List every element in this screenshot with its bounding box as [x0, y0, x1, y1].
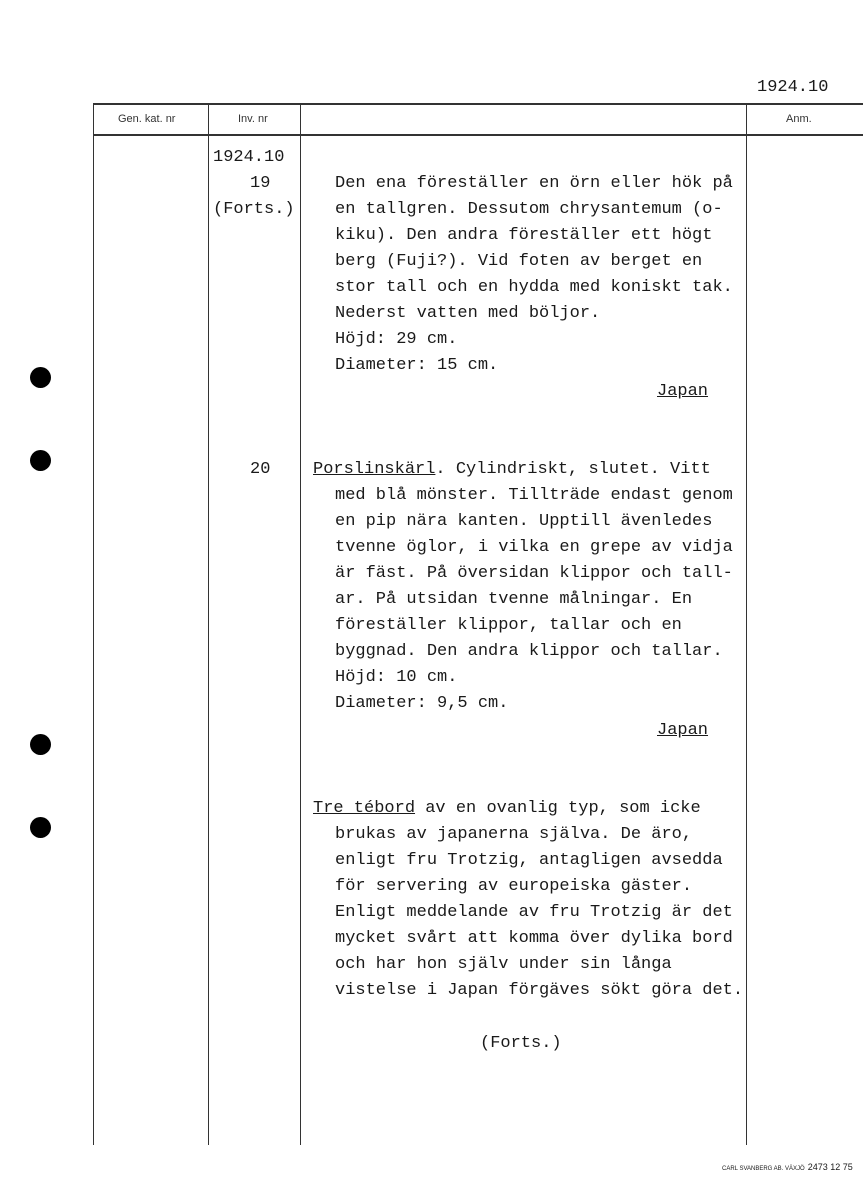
text-line: och har hon själv under sin långa: [335, 955, 672, 974]
text-line: för servering av europeiska gäster.: [335, 877, 693, 896]
entry-first-line: [313, 460, 711, 480]
text-line: tvenne öglor, i vilka en grepe av vidja: [335, 538, 733, 557]
header-inv-nr: Inv. nr: [238, 113, 268, 125]
text-line: Höjd: 10 cm.: [335, 668, 458, 687]
printer-footer: [722, 1162, 853, 1172]
text-line: en pip nära kanten. Upptill ävenledes: [335, 512, 713, 531]
header-gen-kat-nr: Gen. kat. nr: [118, 113, 176, 125]
text-line: ar. På utsidan tvenne målningar. En: [335, 590, 693, 609]
text-line: brukas av japanerna själva. De äro,: [335, 825, 693, 844]
text-line: Den ena föreställer en örn eller hök på: [335, 174, 733, 193]
text-line: föreställer klippor, tallar och en: [335, 616, 682, 635]
text-line: kiku). Den andra föreställer ett högt: [335, 226, 713, 245]
origin-label: Japan: [657, 721, 709, 740]
text-line: Diameter: 9,5 cm.: [335, 694, 509, 713]
printer-name: CARL SVANBERG AB. VÄXJÖ: [722, 1166, 805, 1172]
column-divider: [300, 103, 301, 1145]
entry-first-line: [313, 799, 701, 819]
inv-number: 19: [250, 174, 271, 193]
text-line: Enligt meddelande av fru Trotzig är det: [335, 903, 733, 922]
column-divider: [746, 103, 747, 1145]
text-line: stor tall och en hydda med koniskt tak.: [335, 278, 733, 297]
column-divider: [93, 136, 94, 1145]
origin-label: Japan: [657, 382, 709, 401]
text-line: enligt fru Trotzig, antagligen avsedda: [335, 851, 723, 870]
column-divider: [208, 103, 209, 1145]
text-line: byggnad. Den andra klippor och tallar.: [335, 642, 723, 661]
inv-number: 20: [250, 460, 271, 479]
inv-number: 1924.10: [213, 148, 285, 167]
inv-number: (Forts.): [213, 200, 295, 219]
page-number: 1924.10: [757, 78, 829, 97]
column-divider: [93, 103, 94, 136]
entry-title: Tre tébord: [313, 799, 416, 818]
continued-label: (Forts.): [480, 1034, 562, 1053]
text-line: Nederst vatten med böljor.: [335, 304, 601, 323]
punch-hole: [30, 367, 51, 388]
text-line: mycket svårt att komma över dylika bord: [335, 929, 733, 948]
text-line: är fäst. På översidan klippor och tall-: [335, 564, 733, 583]
punch-hole: [30, 734, 51, 755]
text-line: en tallgren. Dessutom chrysantemum (o-: [335, 200, 723, 219]
text-line: av en ovanlig typ, som icke: [415, 799, 701, 818]
punch-hole: [30, 450, 51, 471]
text-line: Höjd: 29 cm.: [335, 330, 458, 349]
text-line: med blå mönster. Tillträde endast genom: [335, 486, 733, 505]
text-line: vistelse i Japan förgäves sökt göra det.: [335, 981, 744, 1000]
text-line: . Cylindriskt, slutet. Vitt: [435, 460, 711, 479]
header-anm: Anm.: [786, 113, 812, 125]
text-line: berg (Fuji?). Vid foten av berget en: [335, 252, 703, 271]
text-line: Diameter: 15 cm.: [335, 356, 499, 375]
entry-title: Porslinskärl: [313, 460, 436, 479]
form-number: 2473 12 75: [807, 1162, 853, 1172]
punch-hole: [30, 817, 51, 838]
